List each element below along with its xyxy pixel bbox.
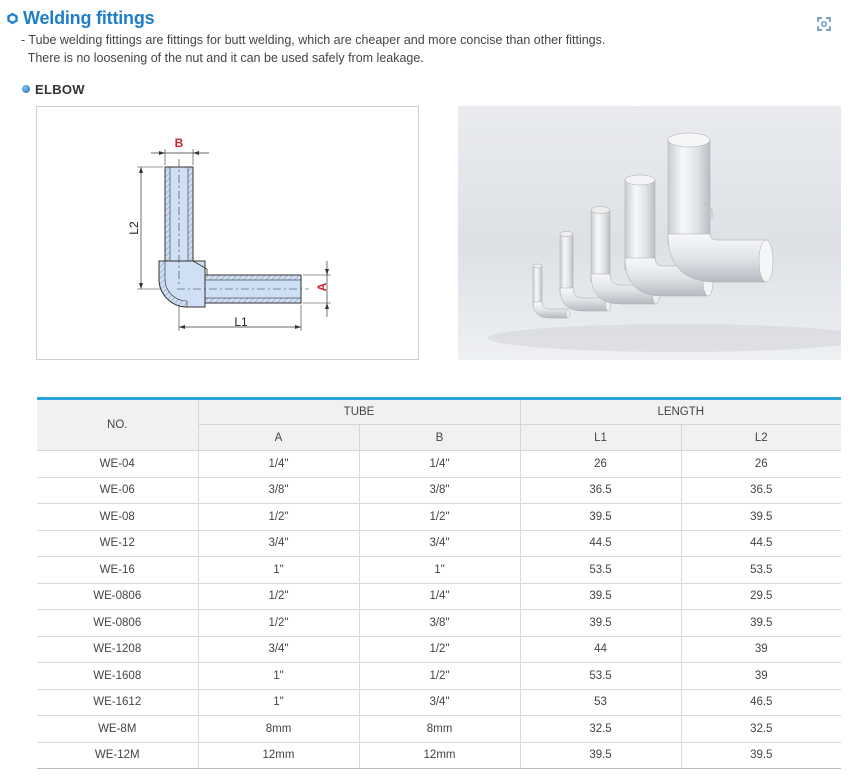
- cell-l2: 26: [681, 451, 841, 478]
- cell-b: 1": [359, 557, 520, 584]
- cell-l2: 36.5: [681, 477, 841, 504]
- cell-no: WE-12M: [37, 742, 198, 769]
- elbow-render-5: [668, 133, 773, 282]
- cell-l2: 39: [681, 636, 841, 663]
- cell-a: 1/4": [198, 451, 359, 478]
- table-row: [37, 716, 841, 743]
- round-bullet-icon: [22, 85, 30, 93]
- cell-l1: 39.5: [520, 504, 681, 531]
- description-line-2: There is no loosening of the nut and it can be used safely from leakage.: [21, 51, 424, 65]
- cell-a: 3/4": [198, 636, 359, 663]
- cell-l1: 36.5: [520, 477, 681, 504]
- cell-l2: 29.5: [681, 583, 841, 610]
- cell-b: 1/4": [359, 451, 520, 478]
- cell-a: 3/8": [198, 477, 359, 504]
- table-row: [37, 504, 841, 531]
- cell-b: 3/4": [359, 530, 520, 557]
- cell-no: WE-1612: [37, 689, 198, 716]
- cell-l2: 39: [681, 663, 841, 690]
- cell-l1: 32.5: [520, 716, 681, 743]
- cell-a: 1": [198, 557, 359, 584]
- expand-icon[interactable]: [816, 16, 832, 32]
- column-header-a: A: [198, 425, 359, 451]
- cell-no: WE-06: [37, 477, 198, 504]
- cell-b: 1/4": [359, 583, 520, 610]
- cell-l1: 39.5: [520, 742, 681, 769]
- column-header-l2: L2: [681, 425, 841, 451]
- cell-b: 3/8": [359, 610, 520, 637]
- title-row: [6, 6, 154, 30]
- cell-a: 1/2": [198, 504, 359, 531]
- description-line-1: - Tube welding fittings are fittings for butt welding, which are cheaper and more concise than other fittings.: [21, 33, 606, 47]
- table-row: [37, 583, 841, 610]
- table-row: [37, 636, 841, 663]
- cell-l2: 39.5: [681, 504, 841, 531]
- cell-l1: 53: [520, 689, 681, 716]
- dimension-label-b: B: [174, 136, 184, 150]
- cell-l2: 44.5: [681, 530, 841, 557]
- cell-l2: 46.5: [681, 689, 841, 716]
- column-header-no: NO.: [37, 399, 198, 451]
- table-row: [37, 477, 841, 504]
- dimension-label-l2: L2: [127, 221, 141, 235]
- column-group-length: LENGTH: [520, 399, 841, 425]
- cell-l2: 53.5: [681, 557, 841, 584]
- section-title: ELBOW: [35, 81, 85, 97]
- cell-l1: 53.5: [520, 663, 681, 690]
- elbow-technical-diagram: [36, 106, 419, 360]
- cell-b: 1/2": [359, 636, 520, 663]
- table-row: [37, 742, 841, 769]
- elbow-drawing: [37, 107, 420, 361]
- cell-no: WE-0806: [37, 610, 198, 637]
- elbow-fittings-product-photo: [458, 106, 841, 360]
- cell-no: WE-08: [37, 504, 198, 531]
- section-heading: [22, 80, 85, 98]
- cell-no: WE-12: [37, 530, 198, 557]
- dimension-label-a: A: [315, 282, 329, 292]
- cell-no: WE-1608: [37, 663, 198, 690]
- column-header-b: B: [359, 425, 520, 451]
- cell-l2: 39.5: [681, 610, 841, 637]
- table-row: [37, 663, 841, 690]
- table-row: [37, 610, 841, 637]
- cell-l1: 44.5: [520, 530, 681, 557]
- elbow-fittings-render: [458, 106, 841, 360]
- cell-no: WE-1208: [37, 636, 198, 663]
- cell-no: WE-0806: [37, 583, 198, 610]
- spec-table: [37, 397, 841, 769]
- cell-l1: 44: [520, 636, 681, 663]
- cell-b: 3/8": [359, 477, 520, 504]
- cell-l1: 53.5: [520, 557, 681, 584]
- dimension-label-l1: L1: [234, 315, 248, 329]
- table-row: [37, 451, 841, 478]
- cell-l1: 39.5: [520, 583, 681, 610]
- cell-a: 8mm: [198, 716, 359, 743]
- cell-l1: 39.5: [520, 610, 681, 637]
- table-row: [37, 557, 841, 584]
- table-row: [37, 530, 841, 557]
- cell-l2: 39.5: [681, 742, 841, 769]
- cell-l2: 32.5: [681, 716, 841, 743]
- cell-no: WE-8M: [37, 716, 198, 743]
- cell-b: 1/2": [359, 504, 520, 531]
- cell-a: 12mm: [198, 742, 359, 769]
- cell-no: WE-16: [37, 557, 198, 584]
- column-group-tube: TUBE: [198, 399, 520, 425]
- cell-a: 1/2": [198, 610, 359, 637]
- cell-b: 12mm: [359, 742, 520, 769]
- column-header-l1: L1: [520, 425, 681, 451]
- cell-l1: 26: [520, 451, 681, 478]
- cell-a: 1/2": [198, 583, 359, 610]
- table-header-row: [37, 399, 841, 425]
- cell-b: 8mm: [359, 716, 520, 743]
- hexagon-bullet-icon: [6, 12, 19, 25]
- cell-a: 1": [198, 689, 359, 716]
- page-title: Welding fittings: [23, 7, 155, 28]
- description: [21, 31, 605, 67]
- cell-b: 3/4": [359, 689, 520, 716]
- cell-a: 3/4": [198, 530, 359, 557]
- table-row: [37, 689, 841, 716]
- cell-b: 1/2": [359, 663, 520, 690]
- cell-no: WE-04: [37, 451, 198, 478]
- cell-a: 1": [198, 663, 359, 690]
